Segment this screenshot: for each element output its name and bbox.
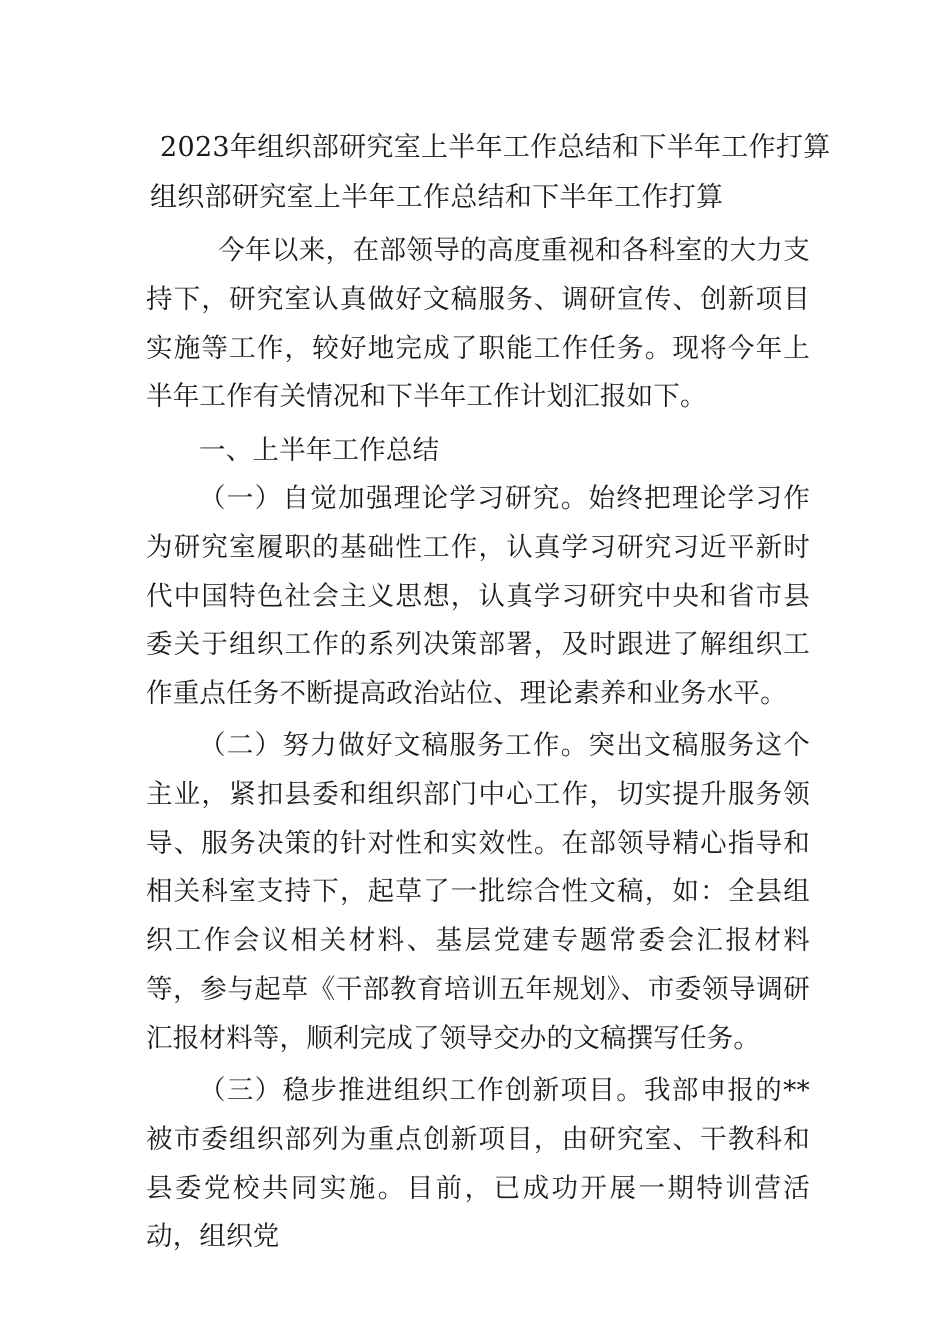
paragraph-item-1: （一）自觉加强理论学习研究。始终把理论学习作为研究室履职的基础性工作，认真学习研究习近平新时代中国特色社会主义思想，认真学习研究中央和省市县委关于组织工作的系列决策部署，及时跟进了解组织工作重点任务不断提高政治站位、理论素养和业务水平。 [146, 483, 810, 710]
section-heading: 一、上半年工作总结 [199, 435, 440, 466]
document-subtitle: 组织部研究室上半年工作总结和下半年工作打算 [150, 182, 724, 213]
document-title: 2023年组织部研究室上半年工作总结和下半年工作打算 [160, 132, 831, 163]
intro-paragraph: 今年以来，在部领导的高度重视和各科室的大力支持下，研究室认真做好文稿服务、调研宣传、创新项目实施等工作，较好地完成了职能工作任务。现将今年上半年工作有关情况和下半年工作计划汇报如下。 [146, 235, 810, 413]
paragraph-item-3: （三）稳步推进组织工作创新项目。我部申报的**被市委组织部列为重点创新项目，由研究室、干教科和县委党校共同实施。目前，已成功开展一期特训营活动，组织党 [146, 1075, 810, 1253]
paragraph-item-2: （二）努力做好文稿服务工作。突出文稿服务这个主业，紧扣县委和组织部门中心工作，切实提升服务领导、服务决策的针对性和实效性。在部领导精心指导和相关科室支持下，起草了一批综合性文稿，如：全县组织工作会议相关材料、基层党建专题常委会汇报材料等，参与起草《干部教育培训五年规划》、市委领导调研汇报材料等，顺利完成了领导交办的文稿撰写任务。 [146, 730, 810, 1054]
